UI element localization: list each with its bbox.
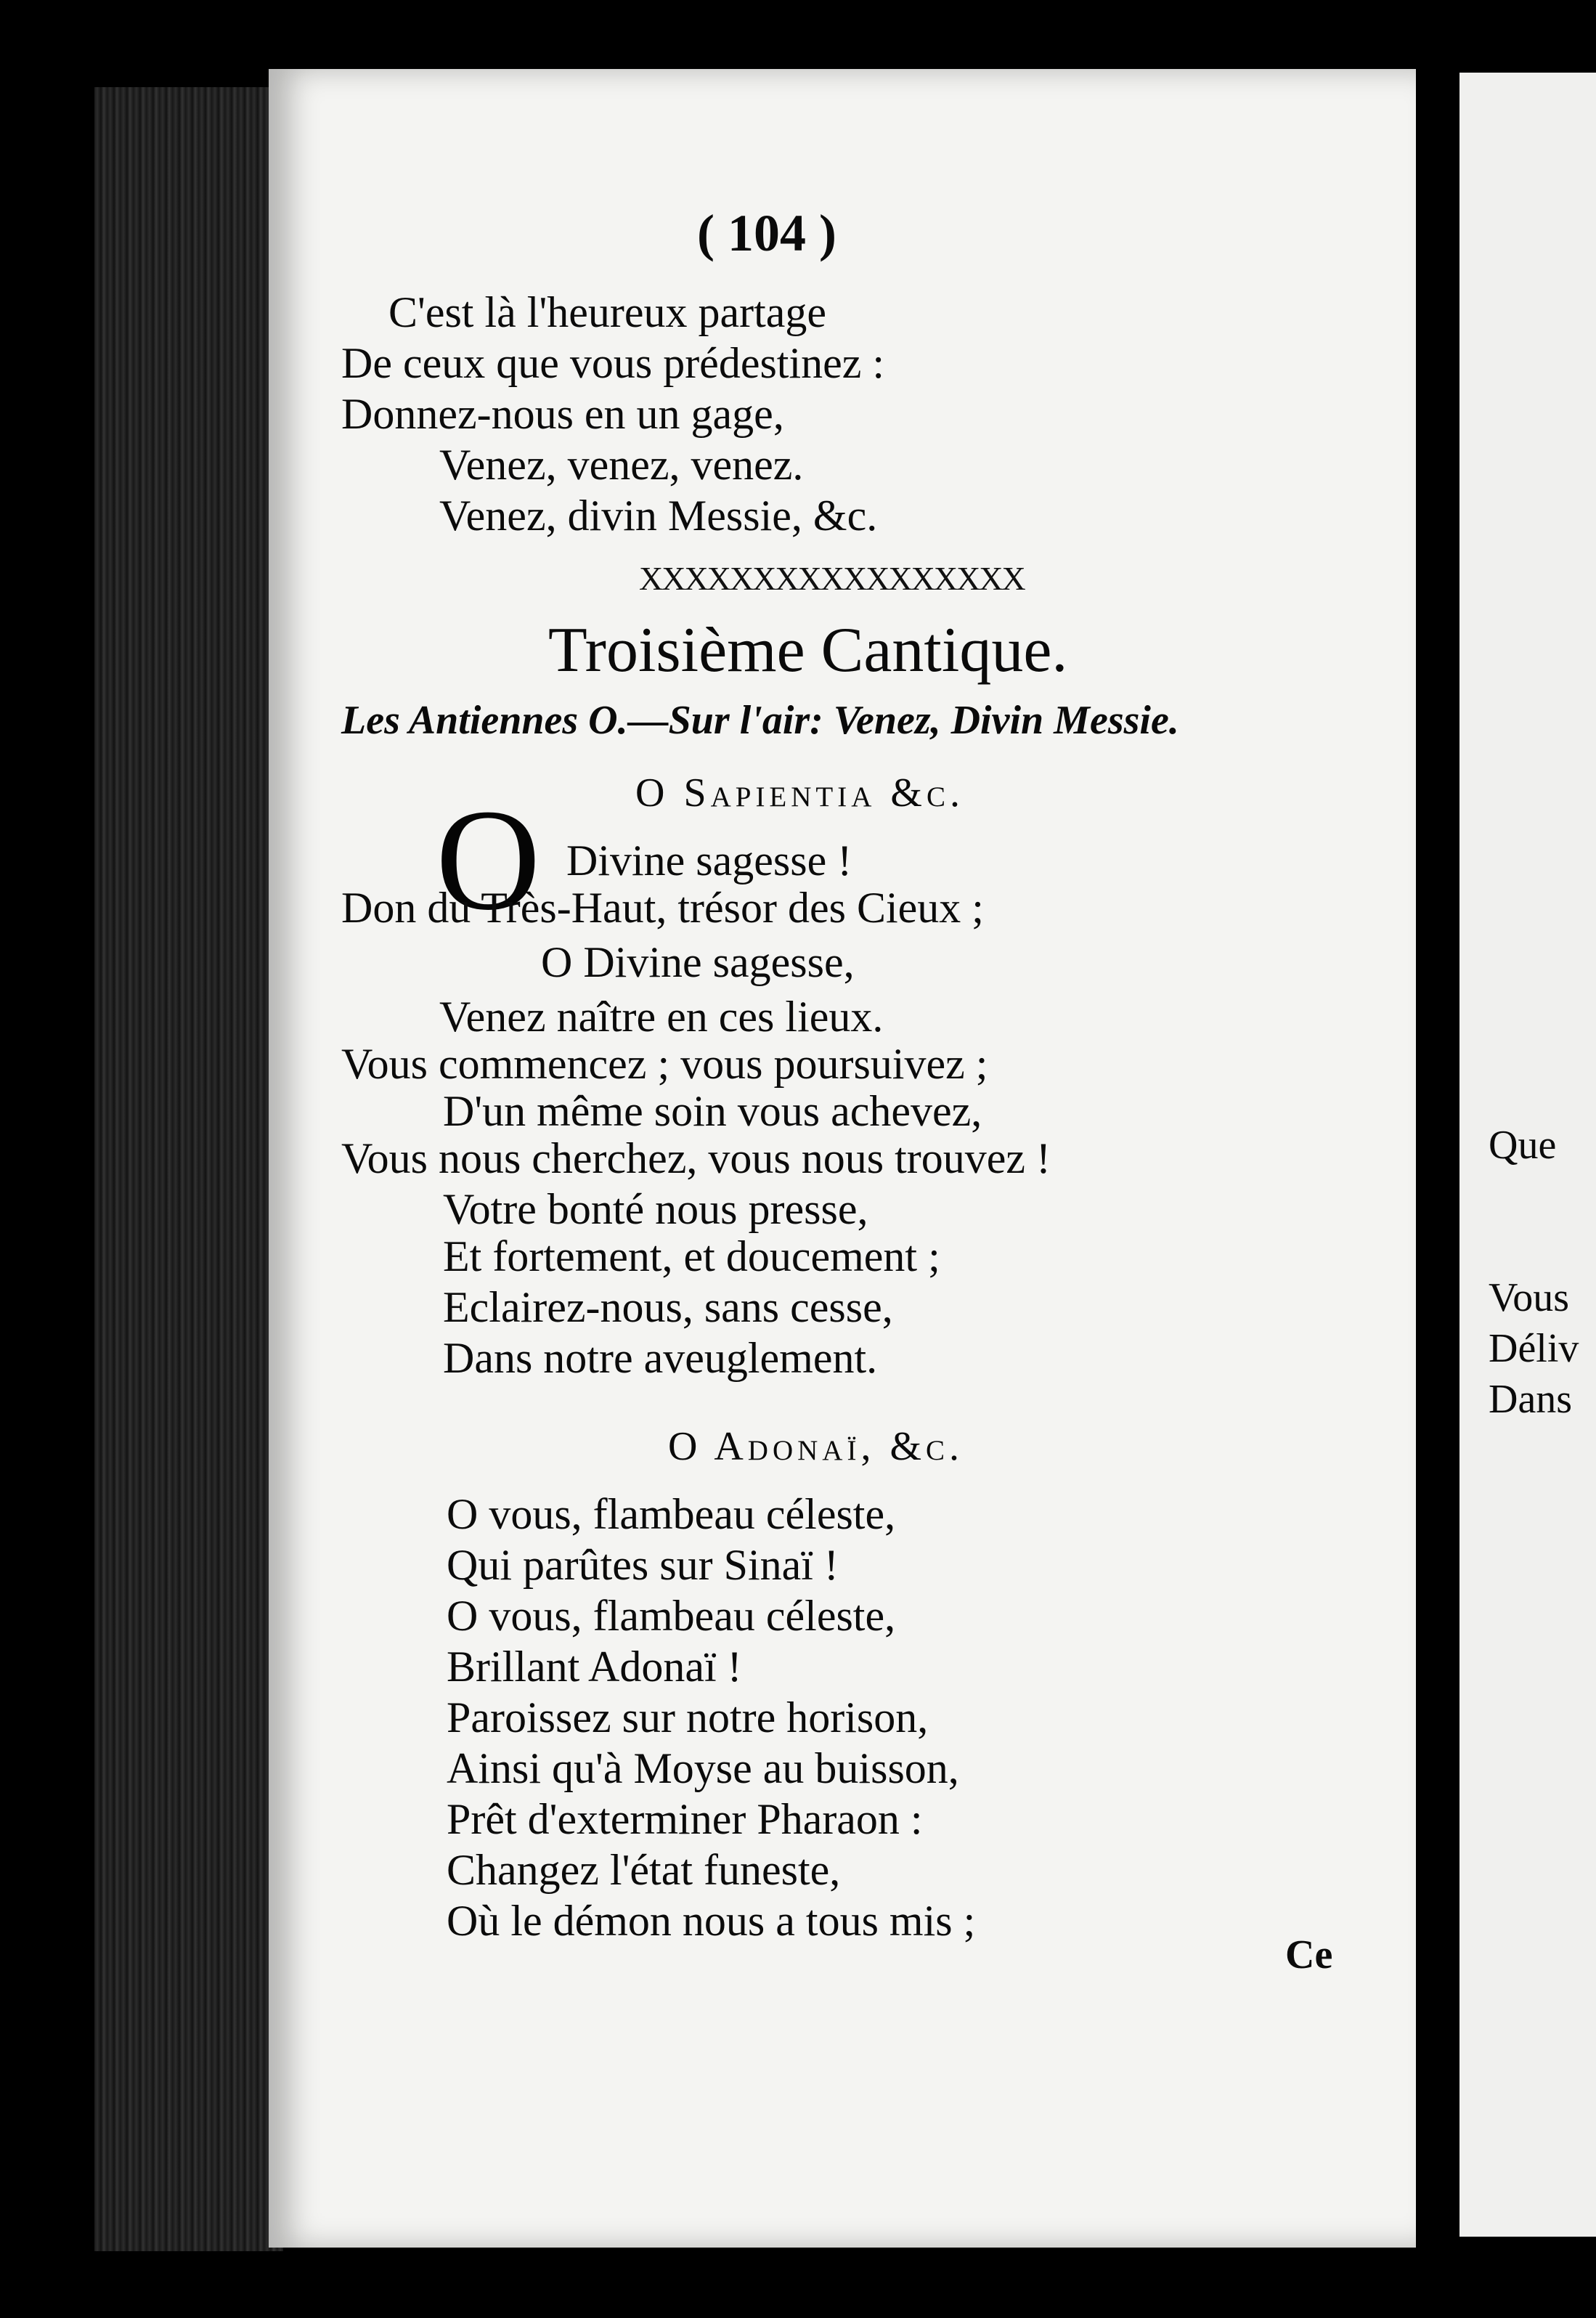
stanza2-line-4: Venez naître en ces lieux.	[439, 993, 884, 1041]
stanza3-line-6: Ainsi qu'à Moyse au buisson,	[447, 1744, 959, 1792]
right-page-fragment-4: Dans	[1489, 1377, 1573, 1422]
ornament-divider: XXXXXXXXXXXXXXXXX	[639, 560, 1025, 597]
stanza2-line-6: D'un même soin vous achevez,	[443, 1087, 982, 1135]
stanza2-line-1: Divine sagesse !	[566, 837, 852, 884]
page-number: ( 104 )	[697, 204, 836, 262]
section-heading-adonai: O Adonaï, &c.	[668, 1424, 964, 1469]
stanza2-line-2: Don du Très-Haut, trésor des Cieux ;	[341, 884, 984, 932]
stanza1-line-3: Donnez-nous en un gage,	[341, 390, 784, 438]
stanza1-line-4: Venez, venez, venez.	[439, 441, 804, 489]
stanza3-line-8: Changez l'état funeste,	[447, 1846, 841, 1894]
right-page-fragment-1: Que	[1489, 1123, 1557, 1168]
stanza2-line-8: Votre bonté nous presse,	[443, 1185, 868, 1233]
stanza2-line-5: Vous commencez ; vous poursuivez ;	[341, 1040, 988, 1088]
book-spine	[94, 87, 283, 2251]
cantique-subtitle: Les Antiennes O.—Sur l'air: Venez, Divin Messie.	[341, 698, 1179, 743]
stanza2-line-11: Dans notre aveuglement.	[443, 1334, 878, 1382]
stanza1-line-2: De ceux que vous prédestinez :	[341, 339, 885, 387]
stanza3-line-9: Où le démon nous a tous mis ;	[447, 1897, 976, 1945]
stanza3-line-7: Prêt d'exterminer Pharaon :	[447, 1795, 923, 1843]
stanza2-line-3: O Divine sagesse,	[541, 938, 855, 986]
stanza3-line-3: O vous, flambeau céleste,	[447, 1592, 896, 1640]
stanza3-line-4: Brillant Adonaï !	[447, 1643, 742, 1691]
stanza3-line-1: O vous, flambeau céleste,	[447, 1490, 896, 1538]
stanza3-line-5: Paroissez sur notre horison,	[447, 1693, 929, 1741]
stanza1-line-1: C'est là l'heureux partage	[388, 288, 827, 336]
drop-capital: O	[436, 780, 541, 940]
cantique-title: Troisième Cantique.	[548, 615, 1068, 686]
stanza2-line-9: Et fortement, et doucement ;	[443, 1232, 940, 1280]
stanza2-line-10: Eclairez-nous, sans cesse,	[443, 1283, 893, 1331]
right-page-fragment-2: Vous	[1489, 1275, 1570, 1320]
stanza1-line-5: Venez, divin Messie, &c.	[439, 492, 878, 540]
right-page-fragment-3: Déliv	[1489, 1326, 1579, 1371]
stanza3-line-2: Qui parûtes sur Sinaï !	[447, 1541, 839, 1589]
stanza2-line-7: Vous nous cherchez, vous nous trouvez !	[341, 1134, 1051, 1182]
section-heading-sapientia: O Sapientia &c.	[635, 770, 964, 816]
catchword: Ce	[1285, 1932, 1333, 1977]
